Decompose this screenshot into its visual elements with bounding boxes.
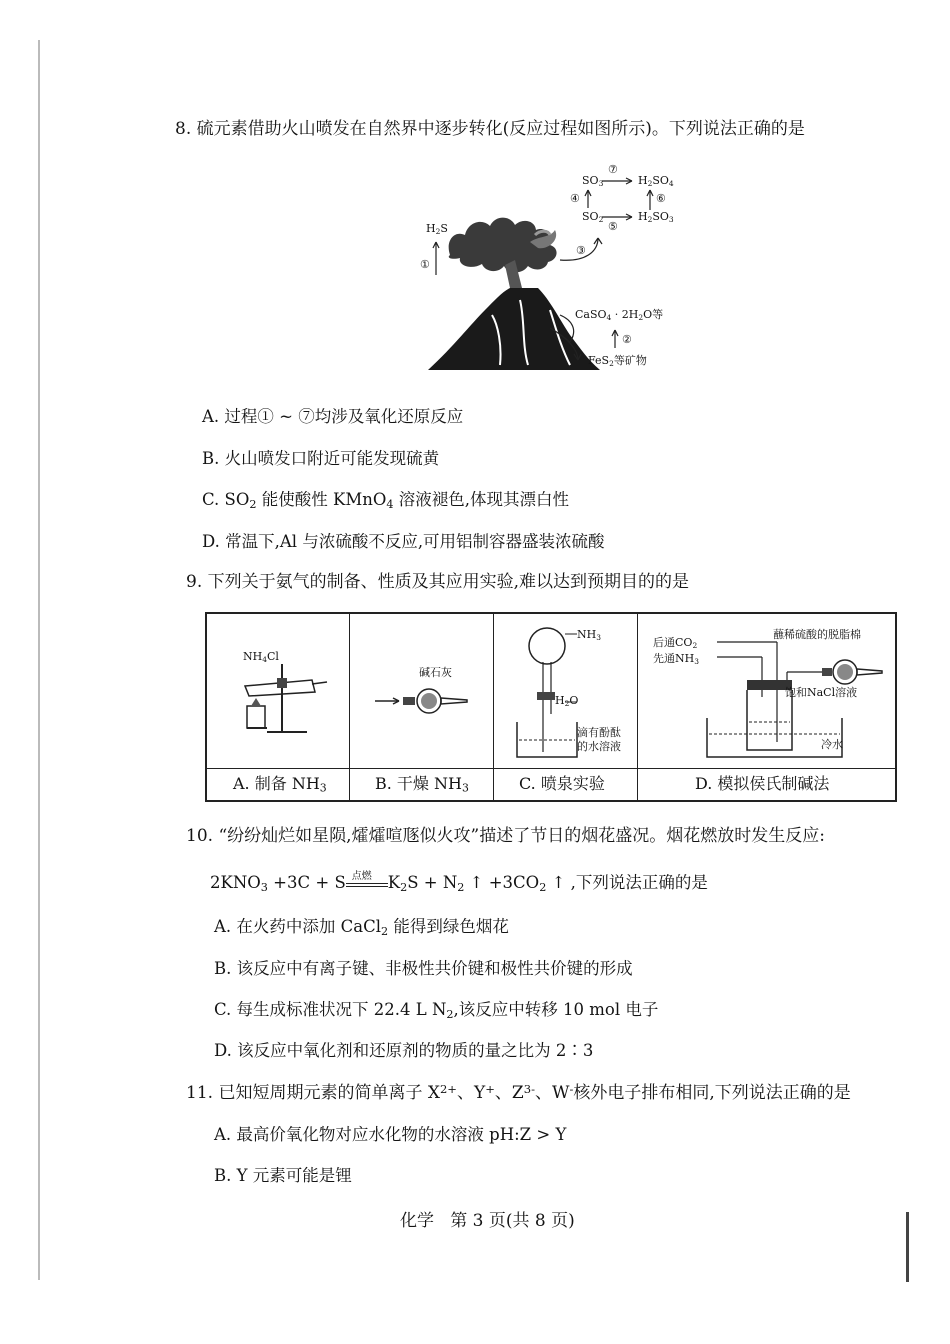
label-h2so3: $H_2SO_3$	[638, 210, 674, 224]
label-soda-lime: 碱石灰	[419, 666, 452, 679]
volcano-body	[428, 288, 600, 370]
label-cold-water: 冷水	[821, 738, 843, 751]
label-h2o: $H_2O$	[555, 694, 579, 708]
page-footer: 化学 第 3 页(共 8 页)	[400, 1211, 575, 1231]
label-n7: ⑦	[608, 163, 618, 176]
label-n1: ①	[420, 258, 430, 271]
q11-stem: 11. 已知短周期元素的简单离子 $X^{2+}$、Y+、$Z^{3-}$、W-核外电子排布相同,下列说法正确的是	[186, 1081, 851, 1103]
scan-edge-right	[906, 1212, 909, 1282]
label-so3: $SO_3$	[582, 174, 604, 188]
label-nacl: 饱和NaCl溶液	[785, 686, 858, 699]
label-phenolphthalein-1: 滴有酚酞	[577, 726, 621, 739]
label-n2: ②	[622, 333, 632, 346]
q8-option-b: B. 火山喷发口附近可能发现硫黄	[202, 449, 440, 468]
label-nh4cl: $NH_4Cl$	[243, 650, 279, 664]
q10-equation: $2KNO_3 +3C + S$ 点燃 $K_2S + N_2$ ↑ $+3CO_2$ ↑ ,下列说法正确的是	[210, 872, 708, 894]
apparatus-b-figure	[375, 686, 485, 716]
q8-option-c: C. $SO_2$ 能使酸性 KMnO$_4$ 溶液褪色,体现其漂白性	[202, 490, 570, 511]
q11-option-b: B. Y 元素可能是锂	[214, 1166, 352, 1185]
q8-diagram	[410, 160, 700, 375]
q9-apparatus-table	[205, 612, 897, 802]
caption-b: B. 干燥 $NH_3$	[375, 774, 469, 795]
label-h2s: $H_2S$	[426, 222, 448, 236]
label-phenolphthalein-2: 的水溶液	[577, 740, 621, 753]
caption-d: D. 模拟侯氏制碱法	[695, 774, 830, 793]
label-n6: ⑥	[656, 192, 666, 205]
scan-edge-left	[38, 40, 40, 1280]
label-caso4: CaSO$_4$ · $2H_2O$等	[575, 308, 664, 322]
label-n5: ⑤	[608, 220, 618, 233]
q10-option-a: A. 在火药中添加 CaCl$_2$ 能得到绿色烟花	[214, 917, 509, 938]
q8-stem: 8. 硫元素借助火山喷发在自然界中逐步转化(反应过程如图所示)。下列说法正确的是	[175, 119, 805, 139]
label-nh3: $NH_3$	[577, 628, 601, 642]
reaction-condition: 点燃	[351, 870, 372, 882]
label-cotton: 蘸稀硫酸的脱脂棉	[773, 628, 861, 641]
q8-option-a: A. 过程① ~ ⑦均涉及氧化还原反应	[202, 407, 464, 426]
label-co2-later: 后通$CO_2$	[653, 636, 698, 650]
q11-option-a: A. 最高价氧化物对应水化物的水溶液 pH:Z > Y	[214, 1125, 567, 1144]
label-nh3-first: 先通$NH_3$	[653, 652, 699, 666]
q10-option-c: C. 每生成标准状况下 22.4 L $N_2$,该反应中转移 10 mol 电子	[214, 1000, 659, 1021]
label-fes2: FeS$_2$等矿物	[588, 354, 647, 368]
label-so2: $SO_2$	[582, 210, 604, 224]
label-h2so4: $H_2SO_4$	[638, 174, 674, 188]
q10-stem: 10. “纷纷灿烂如星陨,㸌㸌喧豗似火攻”描述了节日的烟花盛况。烟花燃放时发生反应:	[186, 826, 825, 846]
q8-option-d: D. 常温下,Al 与浓硫酸不反应,可用铝制容器盛装浓硫酸	[202, 532, 605, 551]
q9-stem: 9. 下列关于氨气的制备、性质及其应用实验,难以达到预期目的的是	[186, 572, 690, 592]
caption-a: A. 制备 $NH_3$	[233, 774, 327, 795]
label-n4: ④	[570, 192, 580, 205]
caption-c: C. 喷泉实验	[519, 774, 605, 793]
q10-option-d: D. 该反应中氧化剂和还原剂的物质的量之比为 2∶3	[214, 1041, 594, 1060]
label-n3: ③	[576, 244, 586, 257]
q10-option-b: B. 该反应中有离子键、非极性共价键和极性共价键的形成	[214, 959, 633, 978]
